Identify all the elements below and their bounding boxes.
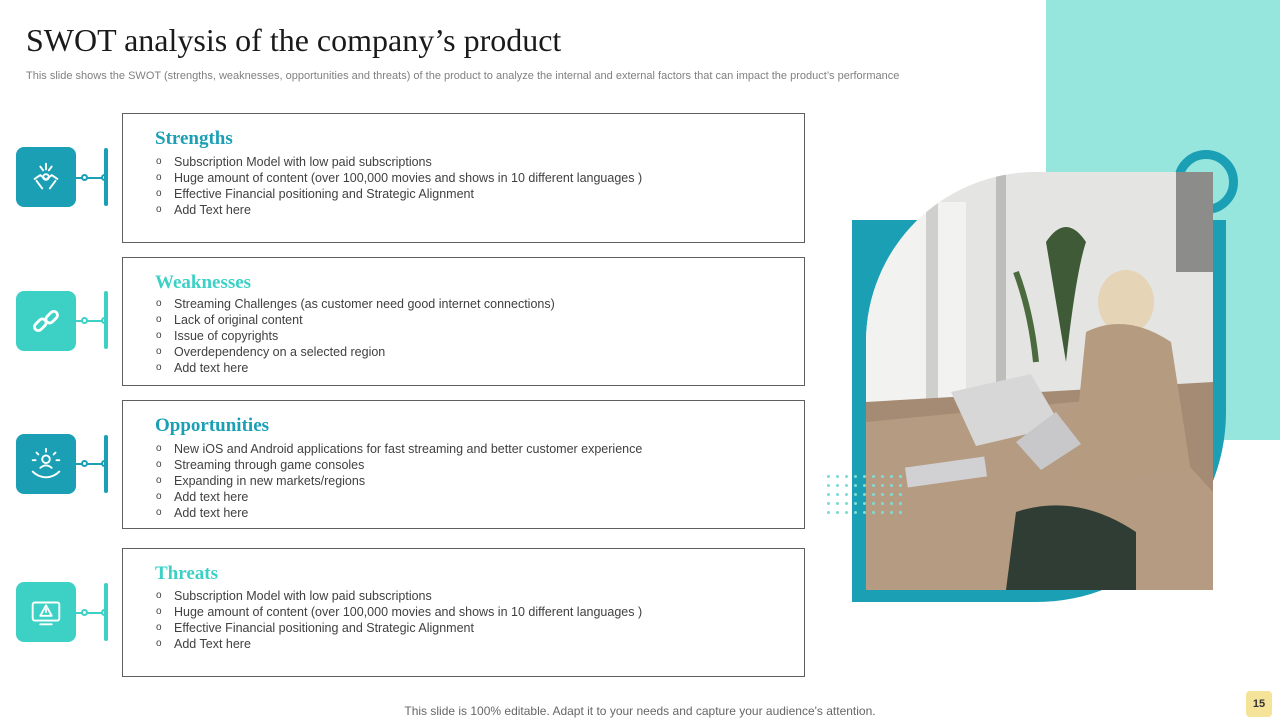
item-text: Add Text here bbox=[174, 203, 251, 217]
item-text: Streaming Challenges (as customer need good internet connections) bbox=[174, 297, 555, 311]
list-item bbox=[156, 360, 555, 376]
list-item bbox=[156, 636, 642, 652]
bullet-icon: o bbox=[156, 204, 162, 215]
list-item bbox=[156, 344, 555, 360]
item-text: Expanding in new markets/regions bbox=[174, 474, 366, 488]
list-item bbox=[156, 441, 642, 457]
item-text: Subscription Model with low paid subscriptions bbox=[174, 589, 432, 603]
list-item bbox=[156, 202, 642, 218]
item-text: Add text here bbox=[174, 361, 249, 375]
warning-monitor-icon bbox=[16, 582, 76, 642]
list-item bbox=[156, 604, 642, 620]
item-text: Add Text here bbox=[174, 637, 251, 651]
list-item bbox=[156, 186, 642, 202]
page-number-badge: 15 bbox=[1246, 691, 1272, 717]
strengths-card bbox=[122, 113, 805, 243]
list-item bbox=[156, 489, 642, 505]
broken-chain-icon bbox=[16, 291, 76, 351]
slide-subtitle: This slide shows the SWOT (strengths, weaknesses, opportunities and threats) of the product to analyze the internal and external factors that can impact the product’s performance bbox=[26, 70, 900, 82]
decorative-dot-grid bbox=[824, 472, 904, 516]
bullet-icon: o bbox=[156, 491, 162, 502]
list-item bbox=[156, 312, 555, 328]
list-item bbox=[156, 505, 642, 521]
bullet-icon: o bbox=[156, 362, 162, 373]
bullet-icon: o bbox=[156, 314, 162, 325]
item-text: New iOS and Android applications for fast streaming and better customer experience bbox=[174, 442, 643, 456]
item-text: Add text here bbox=[174, 506, 249, 520]
hand-opportunity-icon bbox=[16, 434, 76, 494]
card-title: Threats bbox=[155, 563, 218, 584]
item-text: Add text here bbox=[174, 490, 249, 504]
bullet-icon: o bbox=[156, 507, 162, 518]
bullet-list bbox=[156, 154, 642, 218]
bullet-icon: o bbox=[156, 330, 162, 341]
item-text: Huge amount of content (over 100,000 movies and shows in 10 different languages ) bbox=[174, 171, 643, 185]
bullet-list bbox=[156, 441, 642, 521]
item-text: Overdependency on a selected region bbox=[174, 345, 386, 359]
bullet-icon: o bbox=[156, 346, 162, 357]
list-item bbox=[156, 620, 642, 636]
list-item bbox=[156, 473, 642, 489]
weaknesses-card bbox=[122, 257, 805, 386]
bullet-icon: o bbox=[156, 156, 162, 167]
accent-bar bbox=[104, 291, 108, 349]
connector-dot bbox=[81, 609, 88, 616]
item-text: Huge amount of content (over 100,000 movies and shows in 10 different languages ) bbox=[174, 605, 643, 619]
bullet-icon: o bbox=[156, 606, 162, 617]
office-photo bbox=[866, 172, 1213, 590]
card-title: Weaknesses bbox=[155, 272, 252, 293]
item-text: Effective Financial positioning and Strategic Alignment bbox=[174, 187, 474, 201]
bullet-icon: o bbox=[156, 590, 162, 601]
card-title: Opportunities bbox=[155, 415, 270, 436]
bullet-icon: o bbox=[156, 443, 162, 454]
hands-raised-icon bbox=[16, 147, 76, 207]
threats-card bbox=[122, 548, 805, 677]
slide-footer: This slide is 100% editable. Adapt it to your needs and capture your audience's attention. bbox=[404, 704, 876, 718]
list-item bbox=[156, 328, 555, 344]
accent-bar bbox=[104, 148, 108, 206]
bullet-icon: o bbox=[156, 475, 162, 486]
bullet-icon: o bbox=[156, 459, 162, 470]
item-text: Subscription Model with low paid subscriptions bbox=[174, 155, 432, 169]
bullet-list bbox=[156, 296, 555, 376]
accent-bar bbox=[104, 435, 108, 493]
list-item bbox=[156, 170, 642, 186]
list-item bbox=[156, 296, 555, 312]
list-item bbox=[156, 154, 642, 170]
accent-bar bbox=[104, 583, 108, 641]
bullet-icon: o bbox=[156, 622, 162, 633]
opportunities-card bbox=[122, 400, 805, 529]
slide-title: SWOT analysis of the company’s product bbox=[26, 22, 562, 58]
item-text: Effective Financial positioning and Strategic Alignment bbox=[174, 621, 474, 635]
bullet-icon: o bbox=[156, 172, 162, 183]
connector-dot bbox=[81, 174, 88, 181]
connector-dot bbox=[81, 460, 88, 467]
list-item bbox=[156, 588, 642, 604]
item-text: Issue of copyrights bbox=[174, 329, 279, 343]
bullet-icon: o bbox=[156, 638, 162, 649]
bullet-icon: o bbox=[156, 188, 162, 199]
bullet-list bbox=[156, 588, 642, 652]
bullet-icon: o bbox=[156, 298, 162, 309]
item-text: Lack of original content bbox=[174, 313, 303, 327]
item-text: Streaming through game consoles bbox=[174, 458, 365, 472]
connector-dot bbox=[81, 317, 88, 324]
card-title: Strengths bbox=[155, 128, 233, 149]
list-item bbox=[156, 457, 642, 473]
